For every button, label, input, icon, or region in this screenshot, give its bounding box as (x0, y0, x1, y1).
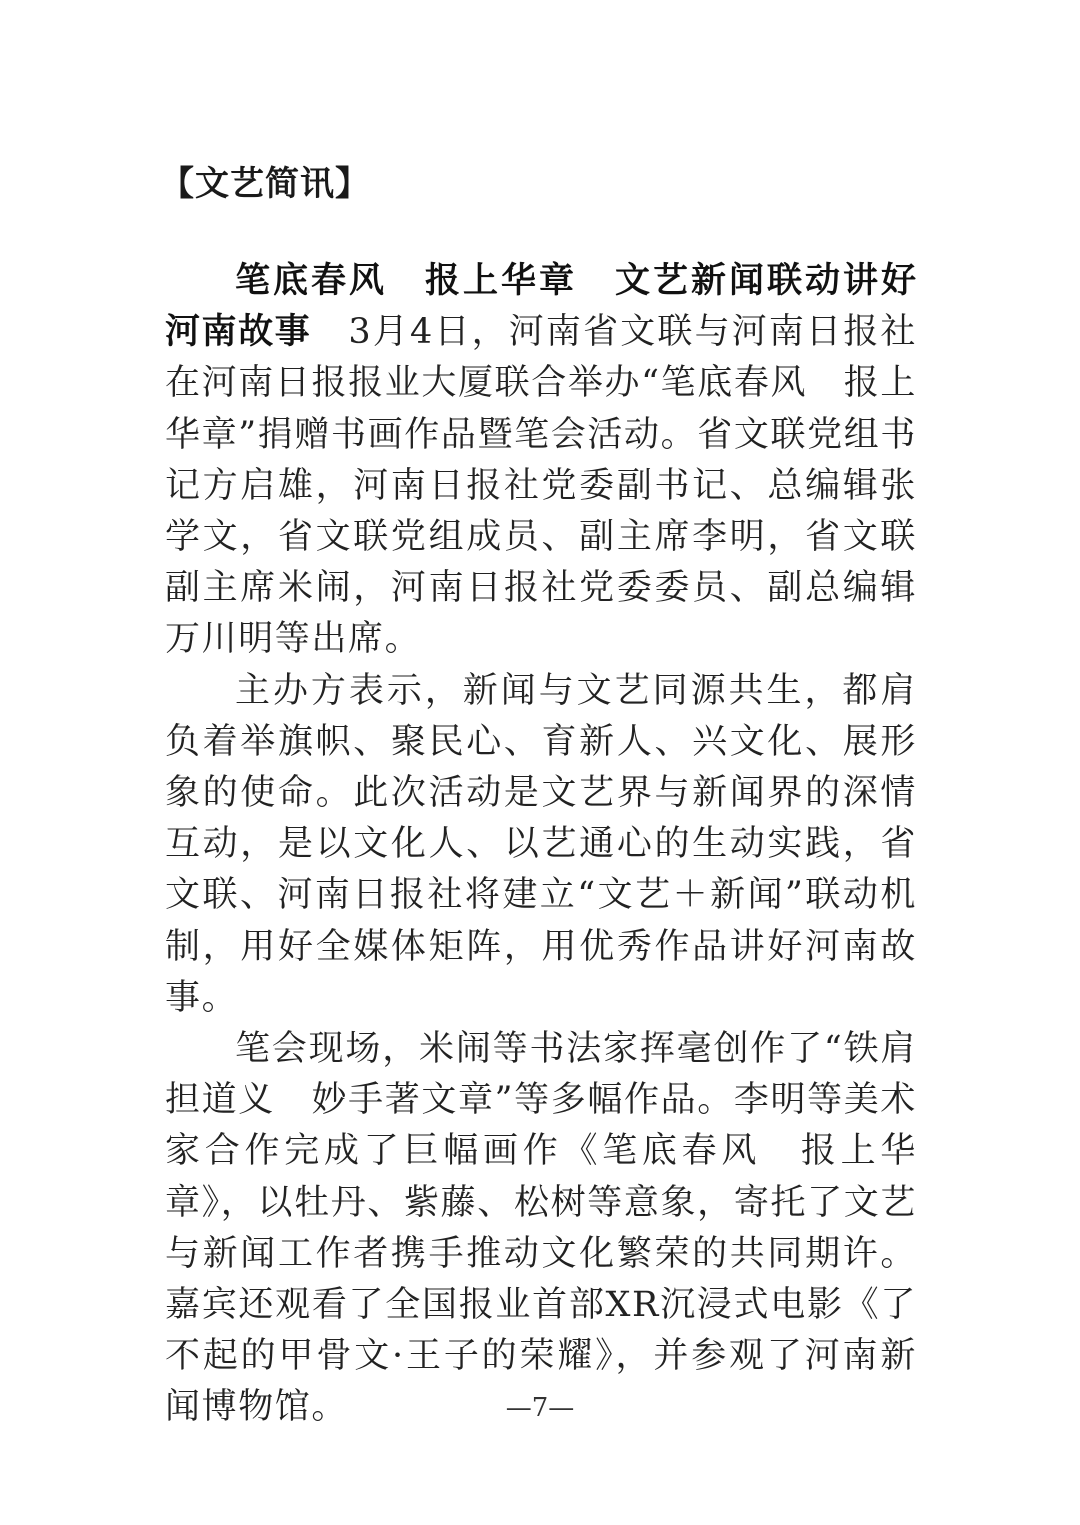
paragraph-text: 3月4日，河南省文联与河南日报社在河南日报报业大厦联合举办“笔底春风 报上华章”捐赠书画作品暨笔会活动。省文联党组书记方启雄，河南日报社党委副书记、总编辑张学文，省文联党组成员、副主席李明，省文联副主席米闹，河南日报社党委委员、副总编辑万川明等出席。 (165, 312, 917, 660)
lead-title: 笔底春风 报上华章 文艺新闻联动讲好河南故事 (165, 261, 917, 353)
section-tag: 【文艺简讯】 (160, 164, 370, 204)
article-paragraph-1 (165, 256, 917, 666)
page-number: —7— (505, 1393, 575, 1423)
article-paragraph-2: 主办方表示，新闻与文艺同源共生，都肩负着举旗帜、聚民心、育新人、兴文化、展形象的使命。此次活动是文艺界与新闻界的深情互动，是以文化人、以艺通心的生动实践，省文联、河南日报社将建立“文艺＋新闻”联动机制，用好全媒体矩阵，用优秀作品讲好河南故事。 (165, 670, 917, 1018)
article-paragraph-3: 笔会现场，米闹等书法家挥毫创作了“铁肩担道义 妙手著文章”等多幅作品。李明等美术家合作完成了巨幅画作《笔底春风 报上华章》，以牡丹、紫藤、松树等意象，寄托了文艺与新闻工作者携手推动文化繁荣的共同期许。嘉宾还观看了全国报业首部XR沉浸式电影《了不起的甲骨文·王子的荣耀》，并参观了河南新闻博物馆。 (165, 1029, 917, 1428)
article-body (165, 256, 917, 1434)
